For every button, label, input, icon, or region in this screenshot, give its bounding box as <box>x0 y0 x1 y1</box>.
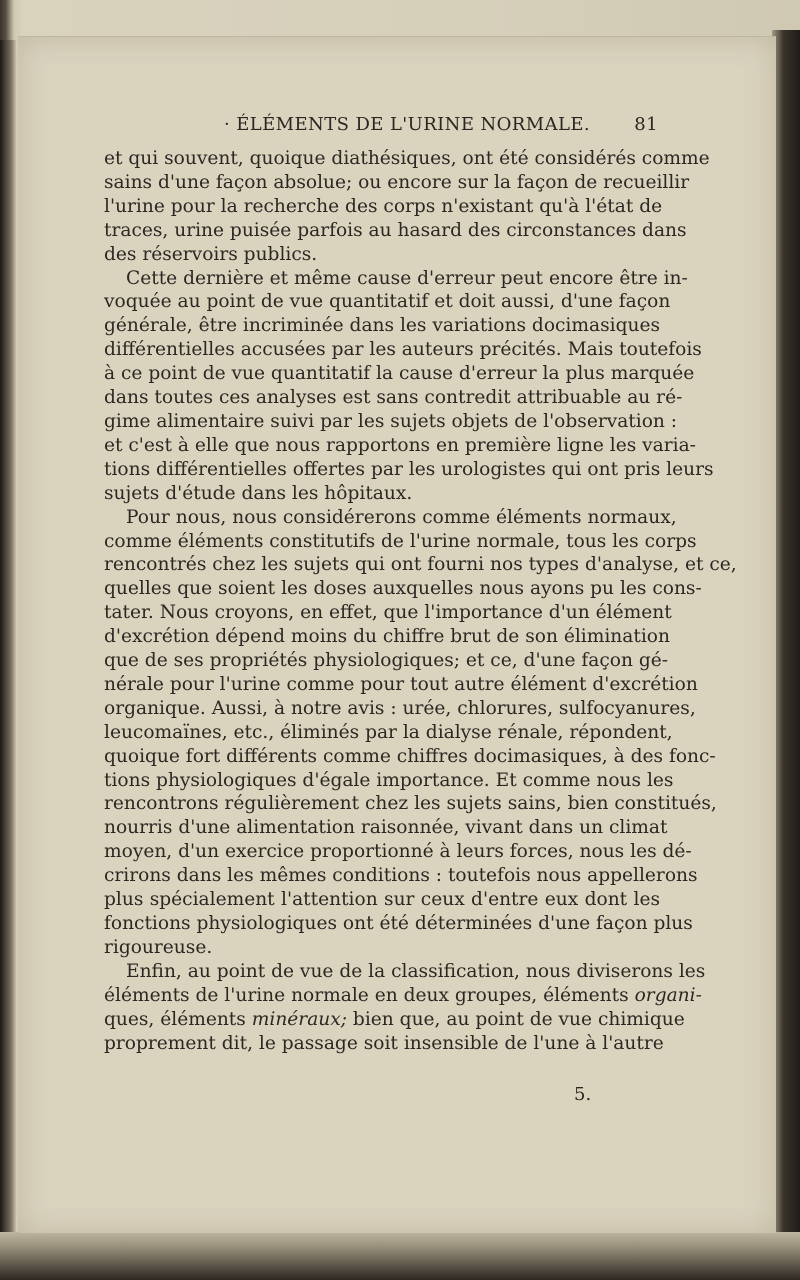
text-line: fonctions physiologiques ont été déterminées d'une façon plus <box>104 913 693 934</box>
text-line: Cette dernière et même cause d'erreur peut encore être in- <box>126 267 688 289</box>
signature-mark: 5. <box>574 1084 592 1105</box>
text-line: rigoureuse. <box>104 936 213 958</box>
text-line: l'urine pour la recherche des corps n'existant qu'à l'état de <box>104 195 663 217</box>
text-line: d'excrétion dépend moins du chiffre brut de son élimination <box>104 626 670 648</box>
text-line: crirons dans les mêmes conditions : toutefois nous appellerons <box>104 865 698 887</box>
text-line: comme éléments constitutifs de l'urine normale, tous les corps <box>104 530 697 552</box>
running-title: · ÉLÉMENTS DE L'URINE NORMALE. <box>224 114 590 135</box>
text-line: traces, urine puisée parfois au hasard des circonstances dans <box>104 219 687 241</box>
text-line: tions physiologiques d'égale importance. Et comme nous les <box>104 769 674 791</box>
page-number: 81 <box>634 114 658 135</box>
text-line: sujets d'étude dans les hôpitaux. <box>104 482 413 504</box>
text-line: leucomaïnes, etc., éliminés par la dialyse rénale, répondent, <box>104 721 673 743</box>
text-line: dans toutes ces analyses est sans contredit attribuable au ré- <box>104 387 683 409</box>
text-line: nérale pour l'urine comme pour tout autre élément d'excrétion <box>104 673 698 695</box>
text-segment: ques, éléments <box>104 1008 246 1030</box>
page-bottom-edge <box>0 1232 800 1280</box>
text-line: voquée au point de vue quantitatif et doit aussi, d'une façon <box>104 291 671 313</box>
text-line: générale, être incriminée dans les variations docimasiques <box>104 315 661 337</box>
text-line: proprement dit, le passage soit insensible de l'une à l'autre <box>104 1032 664 1054</box>
text-line: gime alimentaire suivi par les sujets objets de l'observation : <box>104 410 678 432</box>
text-segment: bien que, au point de vue chimique <box>347 1008 685 1030</box>
text-line <box>104 1008 685 1032</box>
text-line: que de ses propriétés physiologiques; et ce, d'une façon gé- <box>104 650 669 672</box>
text-segment: éléments de l'urine normale en deux groupes, éléments <box>104 984 629 1006</box>
text-line: moyen, d'un exercice proportionné à leurs forces, nous les dé- <box>104 841 692 863</box>
text-line: tater. Nous croyons, en effet, que l'importance d'un élément <box>104 602 672 624</box>
body-text <box>104 147 737 1055</box>
text-line: sains d'une façon absolue; ou encore sur la façon de recueillir <box>104 171 690 193</box>
text-line: rencontrons régulièrement chez les sujets sains, bien constitués, <box>104 793 717 815</box>
text-line: Enfin, au point de vue de la classification, nous diviserons les <box>126 960 706 982</box>
page-header <box>104 114 658 142</box>
text-line: différentielles accusées par les auteurs précités. Mais toutefois <box>104 339 702 361</box>
italic-term: minéraux; <box>251 1008 348 1030</box>
text-line: Pour nous, nous considérerons comme éléments normaux, <box>126 506 677 528</box>
text-line: plus spécialement l'attention sur ceux d'entre eux dont les <box>104 889 660 911</box>
text-line: tions différentielles offertes par les urologistes qui ont pris leurs <box>104 458 714 480</box>
text-line: nourris d'une alimentation raisonnée, vivant dans un climat <box>104 817 668 839</box>
text-line: à ce point de vue quantitatif la cause d'erreur la plus marquée <box>104 363 695 385</box>
previous-page-edge <box>0 40 16 1240</box>
text-line: quelles que soient les doses auxquelles nous ayons pu les cons- <box>104 578 702 600</box>
text-line: organique. Aussi, à notre avis : urée, chlorures, sulfocyanures, <box>104 697 696 719</box>
text-line: rencontrés chez les sujets qui ont fourni nos types d'analyse, et ce, <box>104 554 737 576</box>
text-line: et qui souvent, quoique diathésiques, ont été considérés comme <box>104 148 710 169</box>
page-stack-edge <box>772 30 800 1250</box>
italic-term: organi- <box>634 984 702 1006</box>
text-line <box>104 984 702 1008</box>
text-line: et c'est à elle que nous rapportons en première ligne les varia- <box>104 434 696 456</box>
text-line: quoique fort différents comme chiffres docimasiques, à des fonc- <box>104 745 716 767</box>
text-line: des réservoirs publics. <box>104 243 318 265</box>
